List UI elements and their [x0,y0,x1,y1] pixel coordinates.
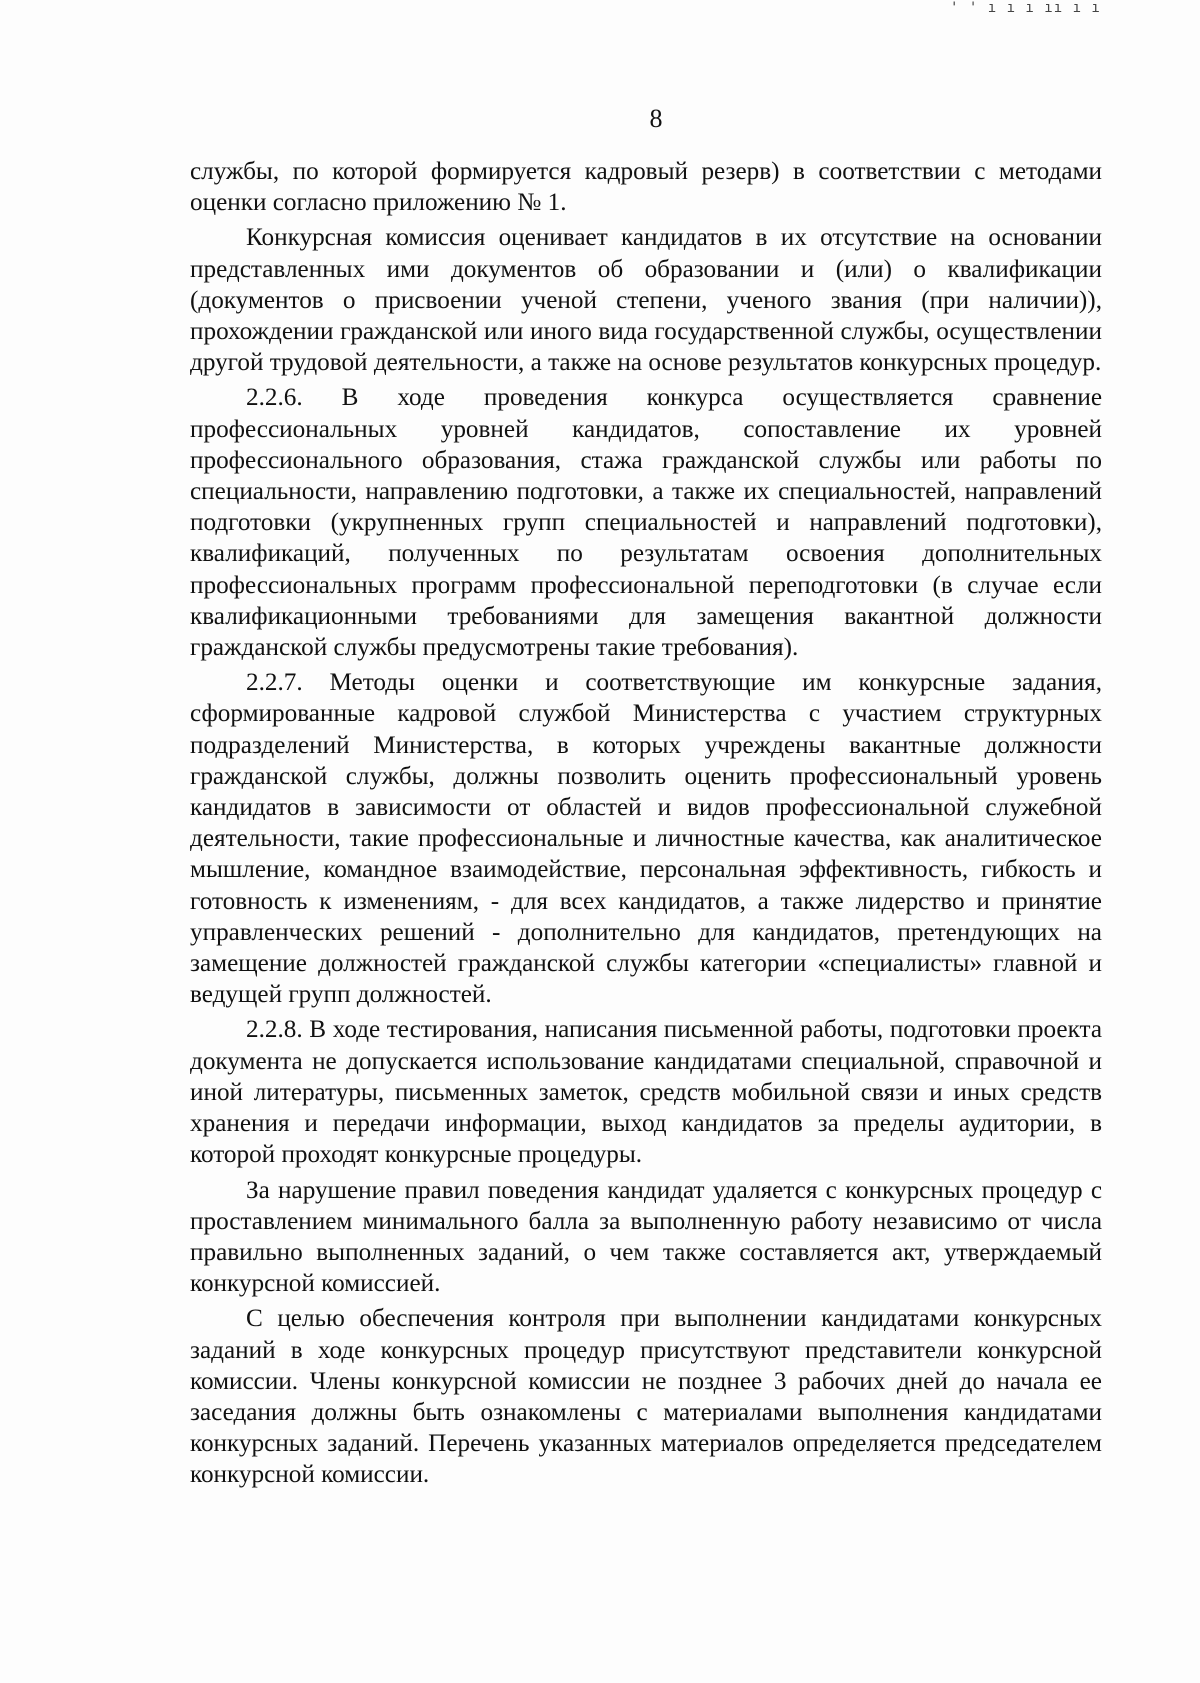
page-number: 8 [649,104,663,133]
scan-artifact-marks: ' ' ı ı ı ıı ı ı [950,0,1101,16]
paragraph-control: С целью обеспечения контроля при выполнении кандидатами конкурсных заданий в ходе конкурсных процедур присутствуют представители конкурсной комиссии. Члены конкурсной комиссии не позднее 3 рабочих дней до начала ее заседания должны быть ознакомлены с материалами выполнения кандидатами конкурсных заданий. Перечень указанных материалов определяется председателем конкурсной комиссии. [190,1305,1102,1489]
body-text [190,156,1102,1495]
paragraph-continuation: службы, по которой формируется кадровый резерв) в соответствии с методами оценки согласно приложению № 1. [190,158,1102,217]
paragraph-2-2-6: 2.2.6. В ходе проведения конкурса осуществляется сравнение профессиональных уровней кандидатов, сопоставление их уровней профессионального образования, стажа гражданской службы или работы по специальности, направлению подготовки, а также их специальностей, направлений подготовки (укрупненных групп специальностей и направлений подготовки), квалификаций, полученных по результатам освоения дополнительных профессиональных программ профессиональной переподготовки (в случае если квалификационными требованиями для замещения вакантной должности гражданской службы предусмотрены такие требования). [190,384,1102,662]
paragraph-commission-evaluation: Конкурсная комиссия оценивает кандидатов в их отсутствие на основании представленных ими документов об образовании и (или) о квалификации (документов о присвоении ученой степени, ученого звания (при наличии)), прохождении гражданской или иного вида государственной службы, осуществлении другой трудовой деятельности, а также на основе результатов конкурсных процедур. [190,224,1102,377]
paragraph-violation: За нарушение правил поведения кандидат удаляется с конкурсных процедур с проставлением минимального балла за выполненную работу независимо от числа правильно выполненных заданий, о чем также составляется акт, утверждаемый конкурсной комиссией. [190,1176,1102,1298]
paragraph-2-2-8: 2.2.8. В ходе тестирования, написания письменной работы, подготовки проекта документа не допускается использование кандидатами специальной, справочной и иной литературы, письменных заметок, средств мобильной связи и иных средств хранения и передачи информации, выход кандидатов за пределы аудитории, в которой проходят конкурсные процедуры. [190,1016,1102,1169]
paragraph-2-2-7: 2.2.7. Методы оценки и соответствующие им конкурсные задания, сформированные кадровой службой Министерства с участием структурных подразделений Министерства, в которых учреждены вакантные должности гражданской службы, должны позволить оценить профессиональный уровень кандидатов в зависимости от областей и видов профессиональной служебной деятельности, такие профессиональные и личностные качества, как аналитическое мышление, командное взаимодействие, персональная эффективность, гибкость и готовность к изменениям, - для всех кандидатов, а также лидерство и принятие управленческих решений - дополнительно для кандидатов, претендующих на замещение должностей гражданской службы категории «специалисты» главной и ведущей групп должностей. [190,669,1102,1009]
